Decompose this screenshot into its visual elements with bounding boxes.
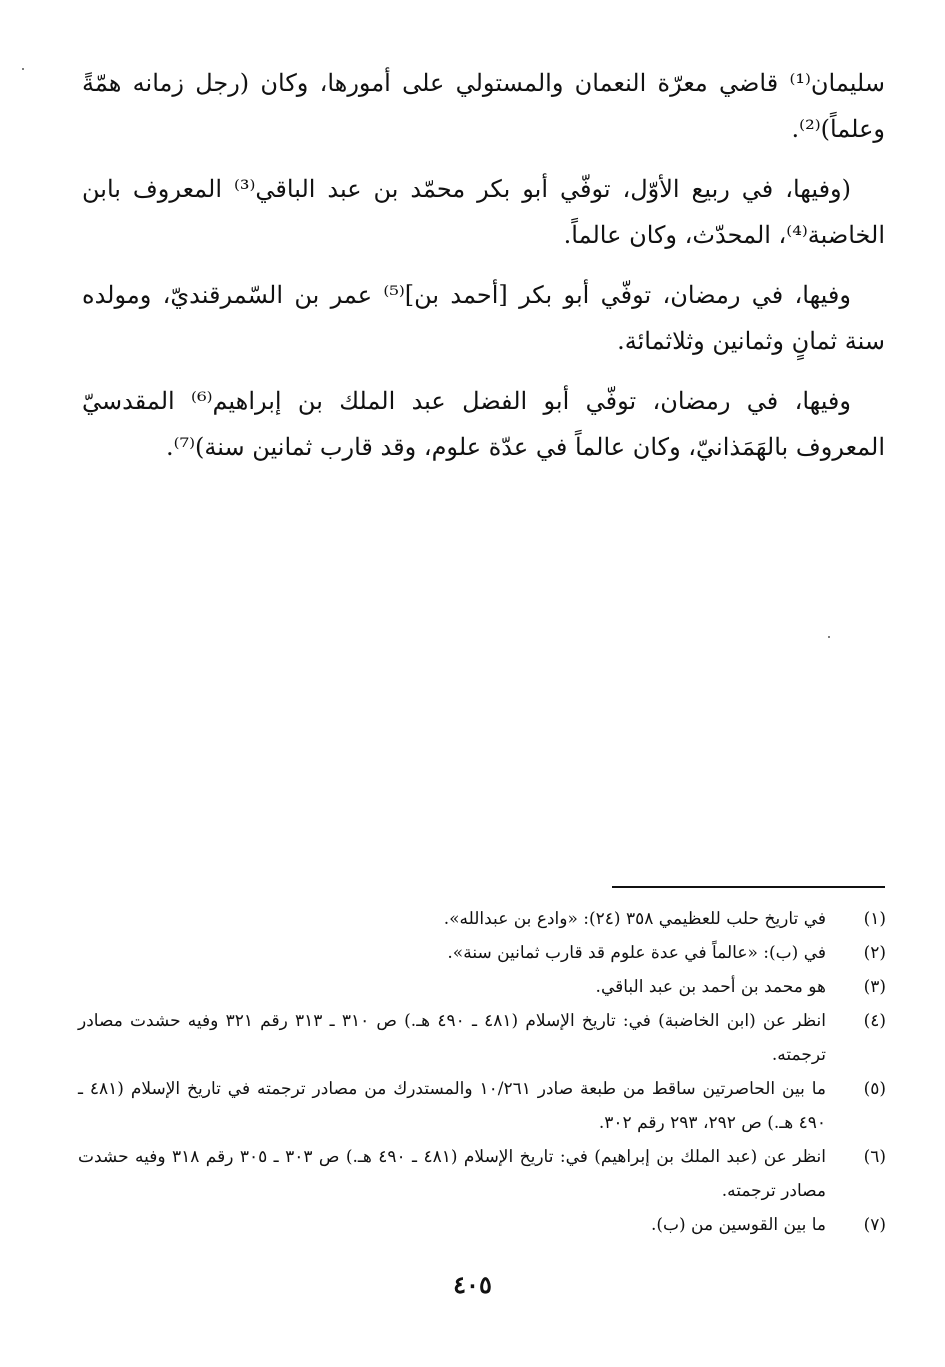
footnote-item: [78, 1072, 886, 1140]
footnote-text: هو محمد بن أحمد بن عبد الباقي.: [595, 977, 826, 997]
footnote-item: [78, 1004, 886, 1072]
paragraph: وفيها، في رمضان، توفّي أبو بكر [أحمد بن]⁽⁵⁾ عمر بن السّمرقنديّ، ومولده سنة ثمانٍ وثمانين وثلاثمائة.: [82, 281, 885, 355]
footnote-number: (٥): [863, 1079, 886, 1099]
paragraph: (وفيها، في ربيع الأوّل، توفّي أبو بكر محمّد بن عبد الباقي⁽³⁾ المعروف بابن الخاضبة⁽⁴⁾، المحدّث، وكان عالماً.: [82, 175, 885, 249]
footnote-number: (٦): [863, 1147, 886, 1167]
footnote-number: (٤): [863, 1011, 886, 1031]
footnote-number: (١): [863, 909, 886, 929]
footnote-item: [78, 970, 886, 1004]
footnote-separator: [612, 886, 885, 888]
paragraph: سليمان⁽¹⁾ قاضي معرّة النعمان والمستولي على أمورها، وكان (رجل زمانه همّةً وعلماً)⁽²⁾.: [82, 69, 885, 143]
footnote-item: [78, 1208, 886, 1242]
footnote-item: [78, 1140, 886, 1208]
footnote-text: انظر عن (ابن الخاضبة) في: تاريخ الإسلام (٤٨١ ـ ٤٩٠ هـ.) ص ٣١٠ ـ ٣١٣ رقم ٣٢١ وفيه حشدت مصادر ترجمته.: [78, 1011, 826, 1065]
footnote-item: [78, 902, 886, 936]
footnote-text: ما بين الحاصرتين ساقط من طبعة صادر ١٠/٢٦١ والمستدرك من مصادر ترجمته في تاريخ الإسلام (٤٨١ ـ ٤٩٠ هـ.) ص ٢٩٢، ٢٩٣ رقم ٣٠٢.: [78, 1079, 827, 1133]
main-text: [82, 60, 885, 484]
footnote-number: (٧): [863, 1215, 886, 1235]
page-number: ٤٠٥: [453, 1270, 492, 1299]
footnote-text: في (ب): «عالماً في عدة علوم قد قارب ثمانين سنة».: [447, 943, 826, 963]
scan-speck: [22, 68, 24, 70]
footnote-text: في تاريخ حلب للعظيمي ٣٥٨ (٢٤): «وادع بن عبدالله».: [443, 909, 826, 929]
footnote-number: (٣): [863, 977, 886, 997]
footnotes: [78, 902, 886, 1242]
footnote-number: (٢): [863, 943, 886, 963]
footnote-text: انظر عن (عبد الملك بن إبراهيم) في: تاريخ الإسلام (٤٨١ ـ ٤٩٠ هـ.) ص ٣٠٣ ـ ٣٠٥ رقم ٣١٨ وفيه حشدت مصادر ترجمته.: [78, 1147, 826, 1201]
paragraph: وفيها، في رمضان، توفّي أبو الفضل عبد الملك بن إبراهيم⁽⁶⁾ المقدسيّ المعروف بالهَمَذانيّ، وكان عالماً في عدّة علوم، وقد قارب ثمانين سنة)⁽⁷⁾.: [82, 387, 885, 461]
scan-speck: [828, 636, 830, 638]
footnote-item: [78, 936, 886, 970]
footnote-text: ما بين القوسين من (ب).: [650, 1215, 826, 1235]
